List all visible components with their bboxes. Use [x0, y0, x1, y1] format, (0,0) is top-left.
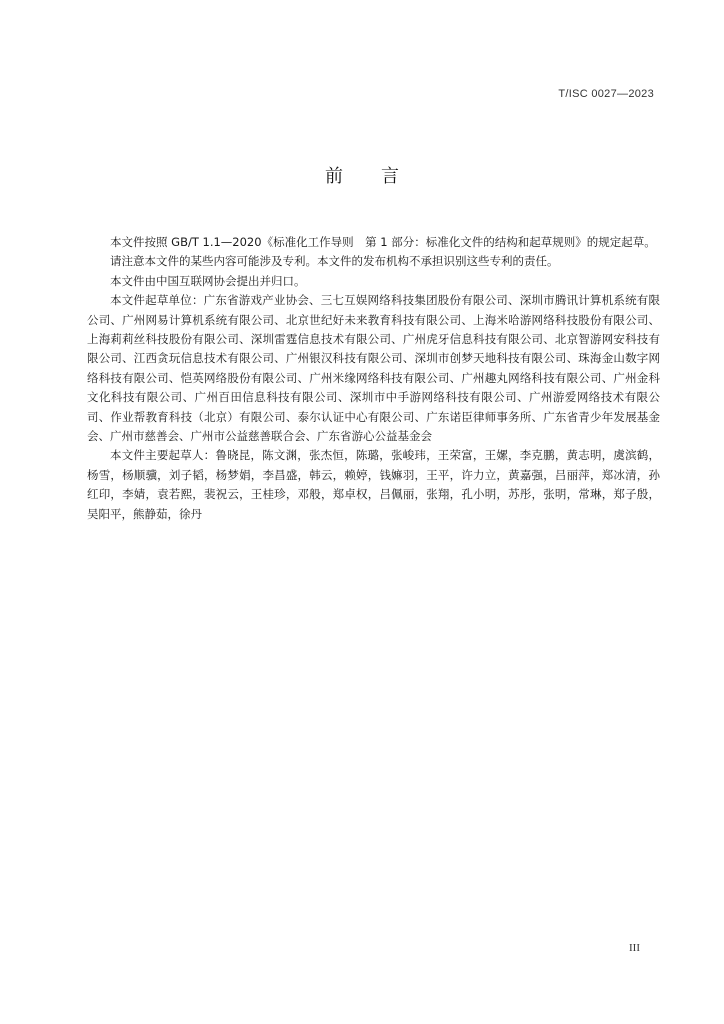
paragraph-patent-notice: 请注意本文件的某些内容可能涉及专利。本文件的发布机构不承担识别这些专利的责任。 — [110, 254, 559, 269]
page-number: III — [629, 942, 640, 954]
paragraph-drafting-units: 本文件起草单位：广东省游戏产业协会、三七互娱网络科技集团股份有限公司、深圳市腾讯计算机系统有限公司、广州网易计算机系统有限公司、北京世纪好未来教育科技有限公司、上海米哈游网络科技股份有限公司、上海莉莉丝科技股份有限公司、深圳雷霆信息技术有限公司、广州虎牙信息科技有限公司、北京智游网安科技有限公司、江西贪玩信息技术有限公司、广州银汉科技有限公司、深圳市创梦天地科技有限公司、珠海金山数字网络科技有限公司、恺英网络股份有限公司、广州米缘网络科技有限公司、广州趣丸网络科技有限公司、广州金科文化科技有限公司、广州百田信息科技有限公司、深圳市中手游网络科技有限公司、广州游爱网络技术有限公司、作业帮教育科技（北京）有限公司、泰尔认证中心有限公司、广东诺臣律师事务所、广东省青少年发展基金会、广州市慈善会、广州市公益慈善联合会、广东省游心公益基金会 — [87, 293, 660, 444]
foreword-body — [87, 233, 660, 524]
page-title: 前言 — [325, 166, 437, 187]
paragraph-drafters: 本文件主要起草人：鲁晓昆，陈文渊，张杰恒，陈璐，张峻玮，王荣富，王嫘，李克鹏，黄志明，虞滨鹤，杨雪，杨顺骥，刘子韬，杨梦娟，李昌盛，韩云，赖婷，钱嫲羽，王平，许力立，黄嘉强，吕丽萍，郑冰清，孙红印，李婧，袁若熙，裴祝云，王桂珍，邓般，郑卓权，吕佩丽，张翔，孔小明，苏彤，张明，常琳，郑子殷，吴阳平，熊静茹，徐丹 — [87, 448, 660, 521]
standard-code: T/ISC 0027—2023 — [558, 88, 654, 100]
paragraph-drafting-rules: 本文件按照 GB/T 1.1—2020《标准化工作导则 第 1 部分：标准化文件的结构和起草规则》的规定起草。 — [110, 235, 656, 249]
paragraph-proposer: 本文件由中国互联网协会提出并归口。 — [110, 273, 306, 288]
